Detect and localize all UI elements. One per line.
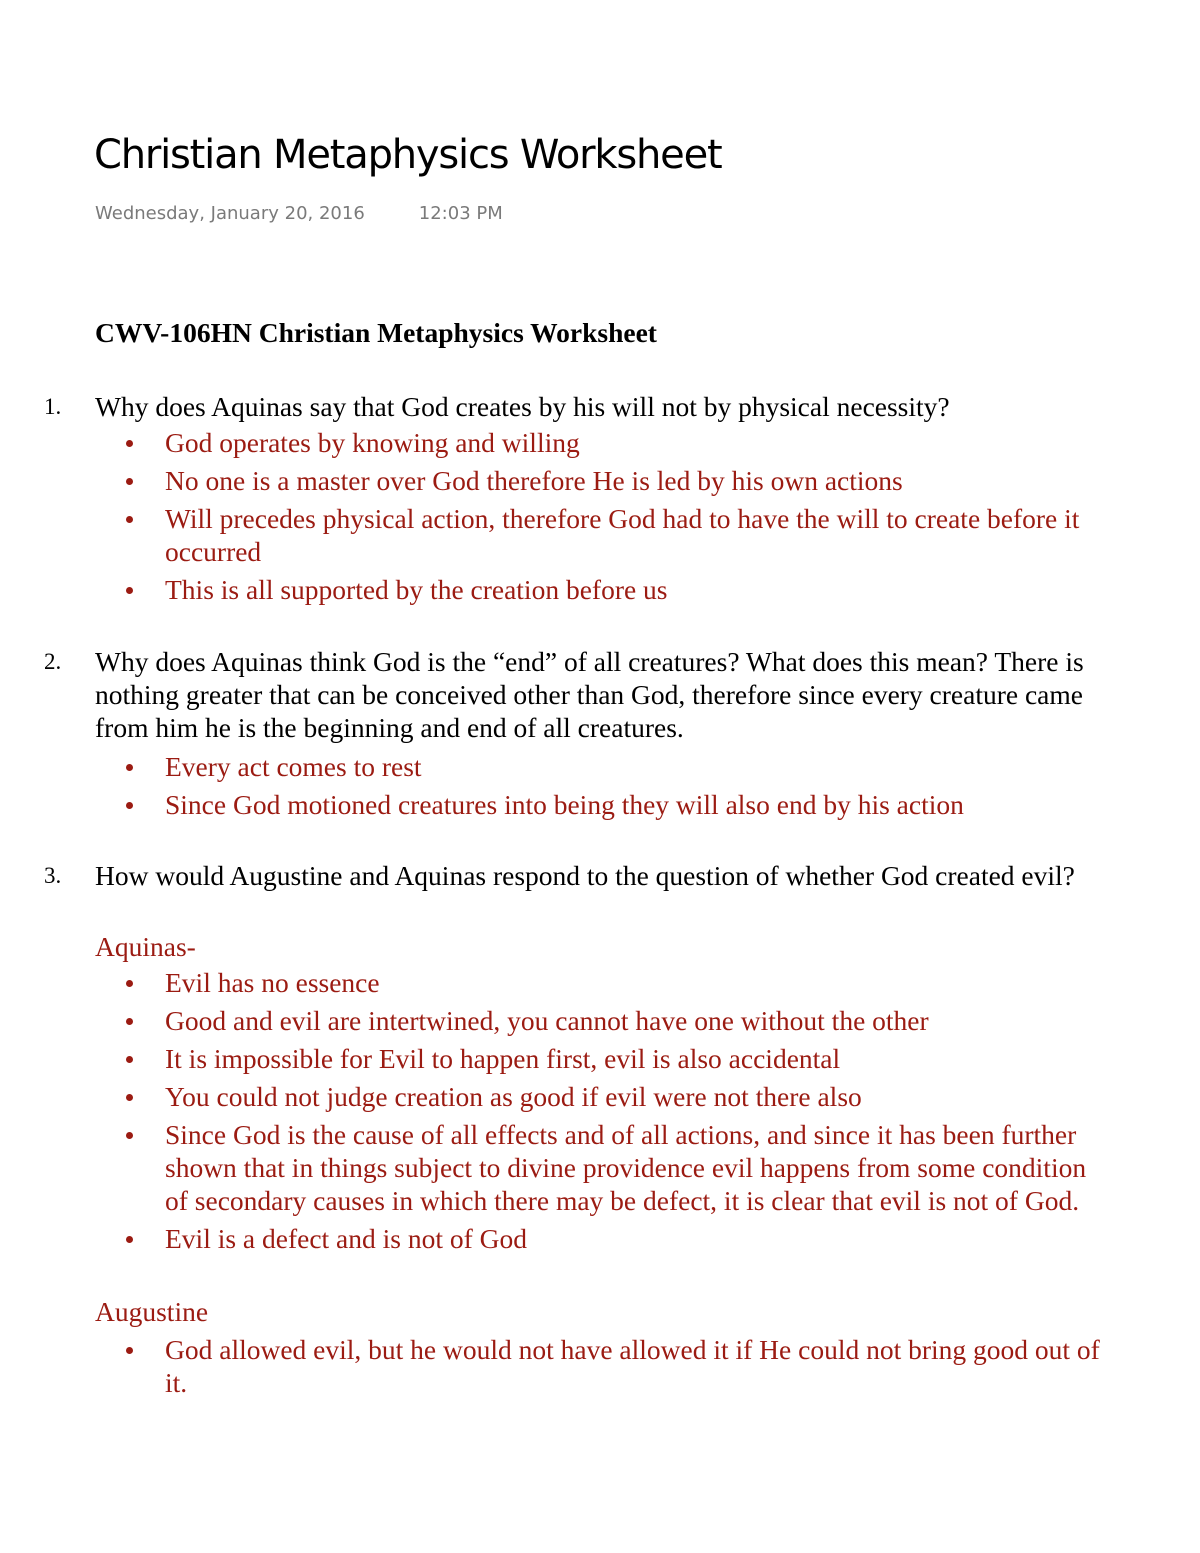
- question-number: 3.: [44, 863, 62, 888]
- bullet-icon: [126, 1018, 133, 1025]
- answer-item: Since God is the cause of all effects and of all actions, and since it has been further shown that in things subject to divine providence evil happens from some condition of secondary causes in which there may be defect, it is clear that evil is not of God.: [165, 1118, 1105, 1217]
- answer-item: This is all supported by the creation before us: [165, 573, 1105, 606]
- bullet-icon: [126, 764, 133, 771]
- note-timestamp: [95, 203, 503, 224]
- bullet-icon: [126, 1132, 133, 1139]
- bullet-icon: [126, 1347, 133, 1354]
- answer-list: [165, 750, 1105, 826]
- answer-item: You could not judge creation as good if evil were not there also: [165, 1080, 1105, 1113]
- note-date: Wednesday, January 20, 2016: [95, 203, 365, 224]
- answer-item: It is impossible for Evil to happen first, evil is also accidental: [165, 1042, 1105, 1075]
- answer-item: God operates by knowing and willing: [165, 426, 1105, 459]
- question-number: 1.: [44, 394, 62, 419]
- bullet-icon: [126, 587, 133, 594]
- bullet-icon: [126, 1056, 133, 1063]
- answer-item: Evil has no essence: [165, 966, 1105, 999]
- bullet-icon: [126, 516, 133, 523]
- bullet-icon: [126, 440, 133, 447]
- answer-item: God allowed evil, but he would not have allowed it if He could not bring good out of it.: [165, 1333, 1105, 1399]
- bullet-icon: [126, 1094, 133, 1101]
- augustine-answer-list: [165, 1333, 1105, 1404]
- document-heading: CWV-106HN Christian Metaphysics Worksheet: [95, 317, 657, 348]
- aquinas-label: Aquinas-: [95, 931, 196, 962]
- bullet-icon: [126, 980, 133, 987]
- question-number: 2.: [44, 649, 62, 674]
- bullet-icon: [126, 1236, 133, 1243]
- note-title: Christian Metaphysics Worksheet: [94, 132, 722, 178]
- answer-list: [165, 426, 1105, 611]
- augustine-label: Augustine: [95, 1296, 209, 1327]
- answer-item: Good and evil are intertwined, you cannot have one without the other: [165, 1004, 1105, 1037]
- answer-item: No one is a master over God therefore He is led by his own actions: [165, 464, 1105, 497]
- question-text: How would Augustine and Aquinas respond to the question of whether God created evil?: [95, 860, 1075, 891]
- answer-item: Will precedes physical action, therefore God had to have the will to create before it occurred: [165, 502, 1105, 568]
- bullet-icon: [126, 802, 133, 809]
- aquinas-answer-list: [165, 966, 1105, 1260]
- bullet-icon: [126, 478, 133, 485]
- answer-item: Every act comes to rest: [165, 750, 1105, 783]
- question-text: Why does Aquinas think God is the “end” of all creatures? What does this mean? There is nothing greater that can be conceived other than God, therefore since every creature came from him he is the beginning and end of all creatures.: [95, 646, 1084, 743]
- answer-item: Evil is a defect and is not of God: [165, 1222, 1105, 1255]
- answer-item: Since God motioned creatures into being they will also end by his action: [165, 788, 1105, 821]
- question-text: Why does Aquinas say that God creates by his will not by physical necessity?: [95, 391, 950, 422]
- note-time: 12:03 PM: [418, 203, 503, 224]
